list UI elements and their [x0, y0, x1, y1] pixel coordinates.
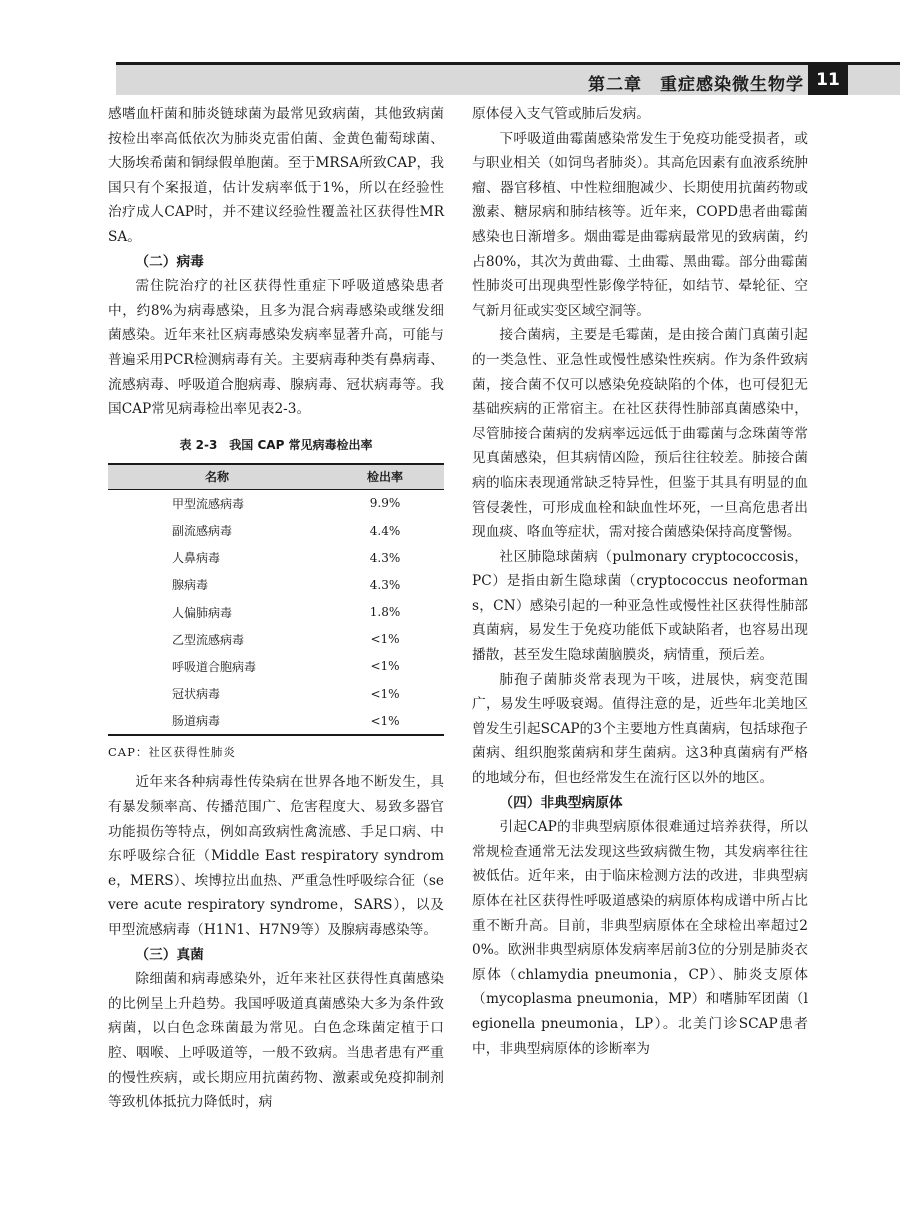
paragraph: 引起CAP的非典型病原体很难通过培养获得，所以常规检查通常无法发现这些致病微生物，其发病率往往被低估。近年来，由于临床检测方法的改进，非典型病原体在社区获得性呼吸道感染的病原体构成谱中所占比重不断升高。目前，非典型病原体在全球检出率超过20%。欧洲非典型病原体发病率居前3位的分别是肺炎衣原体（chlamydia pneumonia，CP）、肺炎支原体（mycoplasma pneumonia，MP）和嗜肺军团菌（legionella pneumonia，LP）。北美门诊SCAP患者中，非典型病原体的诊断率为: [472, 819, 808, 1057]
cell-rate: 1.8%: [369, 605, 401, 620]
section-heading-virus: （二）病毒: [135, 253, 204, 270]
paragraph: 除细菌和病毒感染外，近年来社区获得性真菌感染的比例呈上升趋势。我国呼吸道真菌感染大多为条件致病菌，以白色念珠菌最为常见。白色念珠菌定植于口腔、咽喉、上呼吸道等，一般不致病。当患者患有严重的慢性疾病，或长期应用抗菌药物、激素或免疫抑制剂等致机体抵抗力降低时，病: [108, 971, 444, 1111]
cell-rate: <1%: [326, 707, 444, 735]
paragraph: 肺孢子菌肺炎常表现为干咳，进展快，病变范围广，易发生呼吸衰竭。值得注意的是，近些年北美地区曾发生引起SCAP的3个主要地方性真菌病，包括球孢子菌病、组织胞浆菌病和芽生菌病。这3种真菌病有严格的地域分布，但也经常发生在流行区以外的地区。: [472, 671, 808, 787]
cell-name: 甲型流感病毒: [172, 496, 245, 511]
section-heading-fungi: （三）真菌: [135, 946, 204, 963]
cell-rate: 4.3%: [369, 550, 401, 565]
cell-name: 腺病毒: [172, 578, 209, 593]
table-row: [108, 707, 444, 735]
cell-name: 呼吸道合胞病毒: [172, 659, 257, 674]
table-row: [108, 653, 444, 680]
table-row: [108, 626, 444, 653]
cell-name: 人偏肺病毒: [172, 605, 233, 620]
chapter-title: 第二章 重症感染微生物学: [588, 75, 804, 95]
cell-name: 肠道病毒: [108, 707, 326, 735]
table-caption: 表 2-3 我国 CAP 常见病毒检出率: [179, 437, 373, 452]
column-header-rate: 检出率: [326, 464, 444, 490]
table-row: [108, 544, 444, 571]
page-header: [116, 62, 900, 95]
cell-rate: 9.9%: [369, 496, 401, 511]
table-header-row: [108, 464, 444, 490]
paragraph: 需住院治疗的社区获得性重症下呼吸道感染患者中，约8%为病毒感染，且多为混合病毒感染或继发细菌感染。近年来社区病毒感染发病率显著升高，可能与普遍采用PCR检测病毒有关。主要病毒种类有鼻病毒、流感病毒、呼吸道合胞病毒、腺病毒、冠状病毒等。我国CAP常见病毒检出率见表2-3。: [108, 278, 444, 418]
cell-name: 人鼻病毒: [172, 551, 221, 566]
paragraph: 原体侵入支气管或肺后发病。: [472, 106, 650, 122]
page-number: 11: [808, 65, 848, 95]
cell-name: 冠状病毒: [172, 687, 221, 702]
table-row: [108, 598, 444, 625]
table-note: CAP：社区获得性肺炎: [108, 745, 236, 760]
paragraph: 感嗜血杆菌和肺炎链球菌为最常见致病菌，其他致病菌按检出率高低依次为肺炎克雷伯菌、金黄色葡萄球菌、大肠埃希菌和铜绿假单胞菌。至于MRSA所致CAP，我国只有个案报道，估计发病率低于1%，所以在经验性治疗成人CAP时，并不建议经验性覆盖社区获得性MRSA。: [108, 106, 444, 245]
paragraph: 近年来各种病毒性传染病在世界各地不断发生，具有暴发频率高、传播范围广、危害程度大、易致多器官功能损伤等特点，例如高致病性禽流感、手足口病、中东呼吸综合征（Middle East respiratory syndrome，MERS）、埃博拉出血热、严重急性呼吸综合征（severe acute respiratory syndrome，SARS），以及甲型流感病毒（H1N1、H7N9等）及腺病毒感染等。: [108, 774, 444, 938]
table-row: [108, 517, 444, 544]
cell-name: 副流感病毒: [172, 524, 233, 538]
virus-detection-table: [108, 463, 444, 737]
cell-rate: 4.3%: [369, 577, 401, 592]
table-row: [108, 489, 444, 517]
cell-rate: <1%: [370, 632, 400, 647]
cell-rate: <1%: [370, 686, 400, 701]
cell-rate: <1%: [370, 659, 400, 674]
paragraph: 下呼吸道曲霉菌感染常发生于免疫功能受损者，或与职业相关（如饲鸟者肺炎）。其高危因素有血液系统肿瘤、器官移植、中性粒细胞减少、长期使用抗菌药物或激素、糖尿病和肺结核等。近年来，COPD患者曲霉菌感染也日渐增多。烟曲霉是曲霉病最常见的致病菌，约占80%，其次为黄曲霉、土曲霉、黑曲霉。部分曲霉菌性肺炎可出现典型性影像学特征，如结节、晕轮征、空气新月征或实变区域空洞等。: [472, 130, 808, 319]
paragraph: 接合菌病，主要是毛霉菌，是由接合菌门真菌引起的一类急性、亚急性或慢性感染性疾病。作为条件致病菌，接合菌不仅可以感染免疫缺陷的个体，也可侵犯无基础疾病的正常宿主。在社区获得性肺部真菌感染中，尽管肺接合菌病的发病率远远低于曲霉菌与念珠菌等常见真菌感染，但其病情凶险，预后往往较差。肺接合菌病的临床表现通常缺乏特异性，但鉴于其具有明显的血管侵袭性，可形成血栓和缺血性坏死，一旦高危患者出现血痰、咯血等症状，需对接合菌感染保持高度警惕。: [472, 327, 808, 541]
column-header-name: 名称: [108, 464, 326, 490]
table-row: [108, 680, 444, 707]
section-heading-atypical: （四）非典型病原体: [499, 794, 623, 811]
table-row: [108, 571, 444, 598]
right-column: [472, 102, 808, 1061]
left-column: [108, 102, 444, 1115]
cell-name: 乙型流感病毒: [172, 632, 245, 647]
paragraph: 社区肺隐球菌病（pulmonary cryptococcosis，PC）是指由新生隐球菌（cryptococcus neoformans，CN）感染引起的一种亚急性或慢性社区获得性肺部真菌病，易发生于免疫功能低下或缺陷者，也容易出现播散，甚至发生隐球菌脑膜炎，病情重，预后差。: [472, 548, 808, 664]
cell-rate: 4.4%: [369, 523, 401, 538]
